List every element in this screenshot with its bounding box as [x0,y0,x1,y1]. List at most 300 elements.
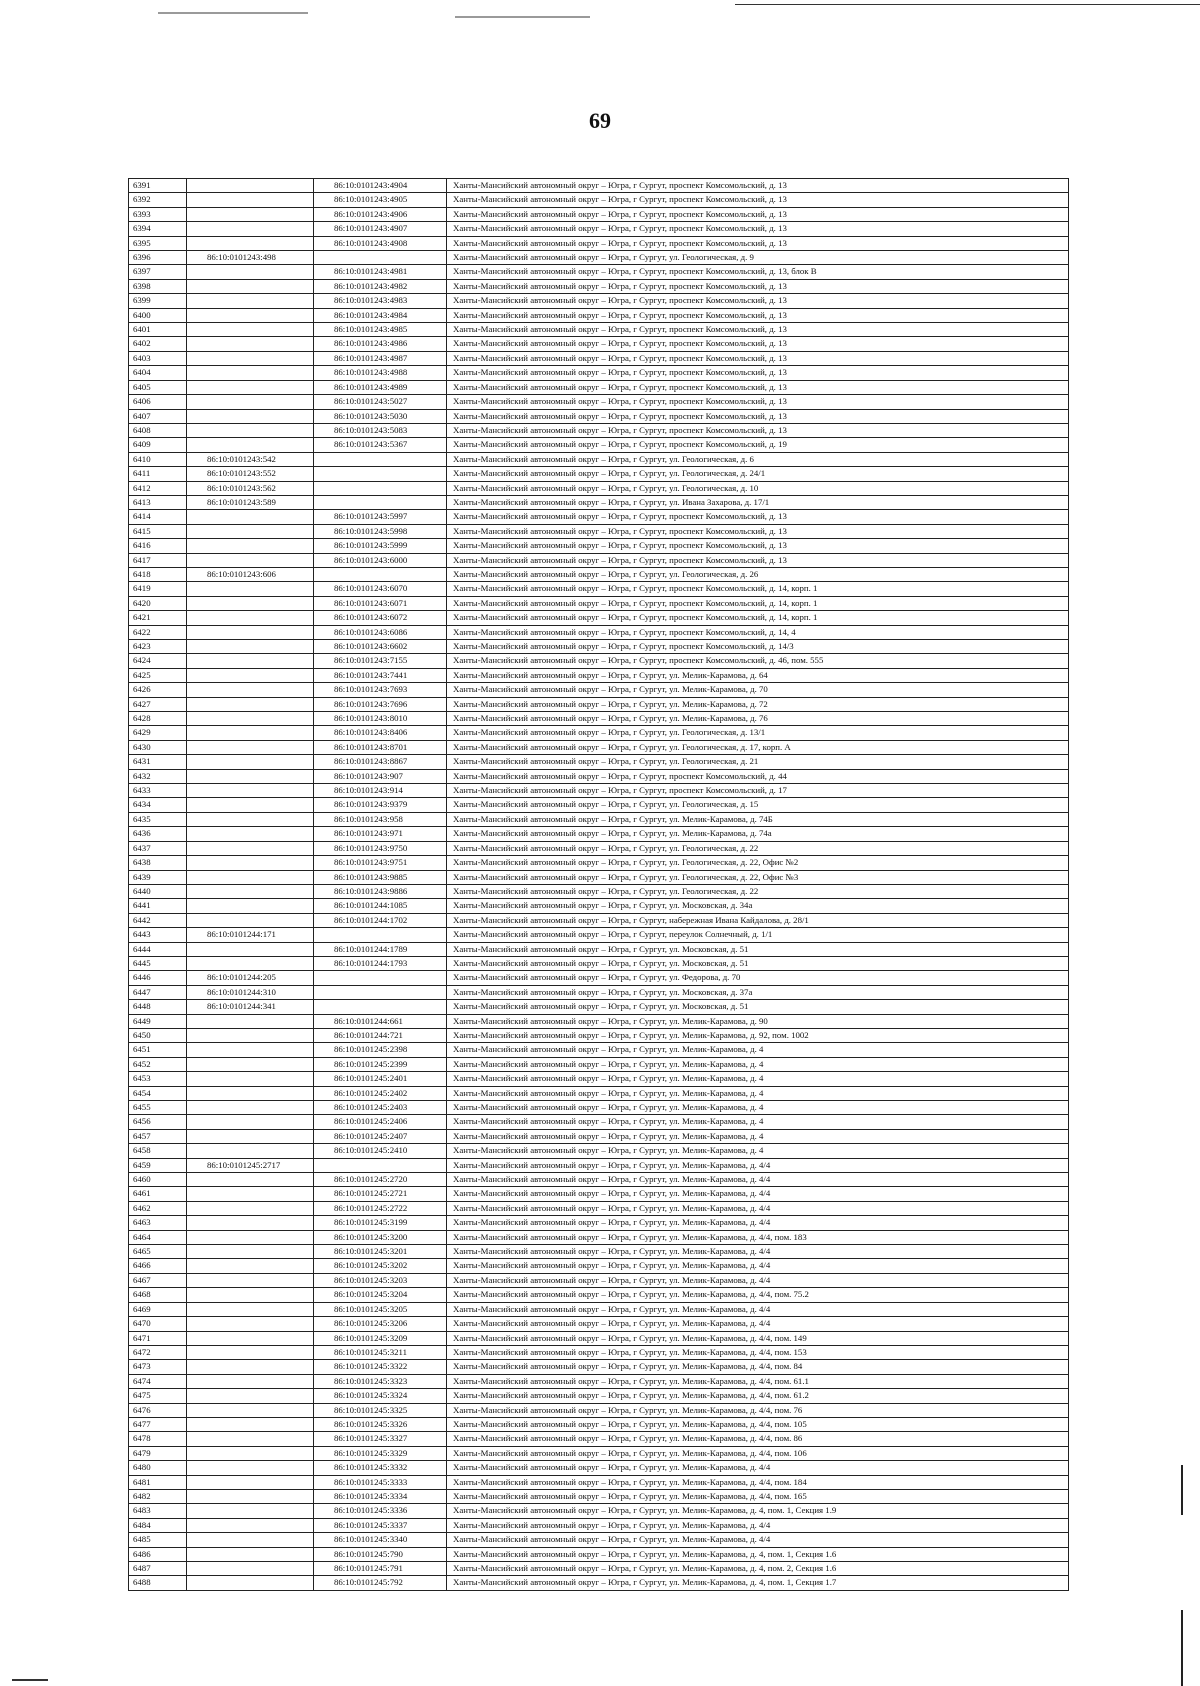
row-number-cell: 6458 [129,1144,187,1158]
cadastral-number-cell: 86:10:0101244:1702 [314,913,447,927]
cadastral-number-cell [314,1000,447,1014]
address-cell: Ханты-Мансийский автономный округ – Югра, г Сургут, проспект Комсомольский, д. 13 [447,510,1069,524]
scan-artifact-top-middle [455,16,590,18]
cadastral-number-cell [187,193,314,207]
row-number-cell: 6444 [129,942,187,956]
row-number-cell: 6436 [129,827,187,841]
cadastral-number-cell: 86:10:0101245:3323 [314,1374,447,1388]
row-number-cell: 6396 [129,251,187,265]
cadastral-number-cell: 86:10:0101243:9751 [314,856,447,870]
address-cell: Ханты-Мансийский автономный округ – Югра, г Сургут, проспект Комсомольский, д. 13 [447,207,1069,221]
table-row [129,899,1069,913]
row-number-cell: 6435 [129,812,187,826]
table-row [129,308,1069,322]
address-cell: Ханты-Мансийский автономный округ – Югра, г Сургут, ул. Мелик-Карамова, д. 4 [447,1129,1069,1143]
row-number-cell: 6463 [129,1216,187,1230]
table-row [129,1461,1069,1475]
cadastral-number-cell [314,467,447,481]
table-row [129,524,1069,538]
cadastral-number-cell [187,596,314,610]
cadastral-number-cell: 86:10:0101243:4983 [314,294,447,308]
cadastral-number-cell: 86:10:0101243:9886 [314,884,447,898]
address-cell: Ханты-Мансийский автономный округ – Югра, г Сургут, ул. Мелик-Карамова, д. 4/4 [447,1216,1069,1230]
row-number-cell: 6452 [129,1057,187,1071]
cadastral-number-cell [187,553,314,567]
table-row [129,294,1069,308]
address-cell: Ханты-Мансийский автономный округ – Югра, г Сургут, ул. Московская, д. 51 [447,956,1069,970]
address-cell: Ханты-Мансийский автономный округ – Югра, г Сургут, ул. Московская, д. 34а [447,899,1069,913]
cadastral-number-cell: 86:10:0101243:7696 [314,697,447,711]
scan-artifact-bottom-left [12,1679,48,1681]
cadastral-number-cell [187,1576,314,1590]
cadastral-number-cell: 86:10:0101243:7693 [314,683,447,697]
row-number-cell: 6401 [129,323,187,337]
cadastral-number-cell: 86:10:0101243:914 [314,784,447,798]
cadastral-number-cell [187,625,314,639]
cadastral-number-cell: 86:10:0101243:907 [314,769,447,783]
row-number-cell: 6417 [129,553,187,567]
cadastral-number-cell: 86:10:0101243:8010 [314,712,447,726]
cadastral-number-cell: 86:10:0101245:790 [314,1547,447,1561]
address-cell: Ханты-Мансийский автономный округ – Югра, г Сургут, ул. Геологическая, д. 13/1 [447,726,1069,740]
cadastral-number-cell [314,985,447,999]
cadastral-number-cell [187,856,314,870]
cadastral-number-cell [187,1345,314,1359]
register-table-body [129,179,1069,1591]
cadastral-number-cell: 86:10:0101245:3206 [314,1317,447,1331]
address-cell: Ханты-Мансийский автономный округ – Югра, г Сургут, ул. Мелик-Карамова, д. 4/4 [447,1302,1069,1316]
table-row [129,366,1069,380]
address-cell: Ханты-Мансийский автономный округ – Югра, г Сургут, ул. Мелик-Карамова, д. 76 [447,712,1069,726]
address-cell: Ханты-Мансийский автономный округ – Югра, г Сургут, ул. Мелик-Карамова, д. 4/4 [447,1173,1069,1187]
address-cell: Ханты-Мансийский автономный округ – Югра, г Сургут, проспект Комсомольский, д. 13 [447,279,1069,293]
table-row [129,928,1069,942]
cadastral-number-cell: 86:10:0101245:2717 [187,1158,314,1172]
address-cell: Ханты-Мансийский автономный округ – Югра, г Сургут, проспект Комсомольский, д. 13 [447,294,1069,308]
cadastral-number-cell: 86:10:0101243:5997 [314,510,447,524]
table-row [129,798,1069,812]
cadastral-number-cell: 86:10:0101243:4988 [314,366,447,380]
row-number-cell: 6419 [129,582,187,596]
cadastral-number-cell: 86:10:0101243:5998 [314,524,447,538]
cadastral-number-cell: 86:10:0101244:341 [187,1000,314,1014]
cadastral-number-cell: 86:10:0101245:2721 [314,1187,447,1201]
table-row [129,1129,1069,1143]
row-number-cell: 6454 [129,1086,187,1100]
cadastral-number-cell: 86:10:0101243:4904 [314,179,447,193]
row-number-cell: 6472 [129,1345,187,1359]
cadastral-number-cell [187,236,314,250]
address-cell: Ханты-Мансийский автономный округ – Югра, г Сургут, ул. Геологическая, д. 26 [447,567,1069,581]
table-row [129,1028,1069,1042]
table-row [129,1562,1069,1576]
address-cell: Ханты-Мансийский автономный округ – Югра, г Сургут, проспект Комсомольский, д. 13 [447,323,1069,337]
table-row [129,1417,1069,1431]
cadastral-number-cell [187,640,314,654]
cadastral-number-cell [187,870,314,884]
cadastral-number-cell [187,1288,314,1302]
cadastral-number-cell [187,1331,314,1345]
cadastral-number-cell: 86:10:0101245:3337 [314,1518,447,1532]
cadastral-number-cell [187,1230,314,1244]
address-cell: Ханты-Мансийский автономный округ – Югра, г Сургут, ул. Геологическая, д. 9 [447,251,1069,265]
row-number-cell: 6475 [129,1389,187,1403]
table-row [129,539,1069,553]
cadastral-number-cell: 86:10:0101243:8701 [314,740,447,754]
table-row [129,337,1069,351]
address-cell: Ханты-Мансийский автономный округ – Югра, г Сургут, ул. Мелик-Карамова, д. 4/4, пом. 149 [447,1331,1069,1345]
row-number-cell: 6404 [129,366,187,380]
table-row [129,827,1069,841]
cadastral-number-cell [187,409,314,423]
table-row [129,1547,1069,1561]
table-row [129,380,1069,394]
cadastral-number-cell [187,1187,314,1201]
row-number-cell: 6428 [129,712,187,726]
row-number-cell: 6403 [129,351,187,365]
row-number-cell: 6395 [129,236,187,250]
table-row [129,1014,1069,1028]
cadastral-number-cell: 86:10:0101243:9379 [314,798,447,812]
row-number-cell: 6481 [129,1475,187,1489]
row-number-cell: 6470 [129,1317,187,1331]
scan-artifact-right-edge-1 [1181,1465,1183,1515]
cadastral-number-cell: 86:10:0101243:562 [187,481,314,495]
address-cell: Ханты-Мансийский автономный округ – Югра, г Сургут, проспект Комсомольский, д. 13 [447,236,1069,250]
row-number-cell: 6422 [129,625,187,639]
cadastral-number-cell [187,1518,314,1532]
row-number-cell: 6461 [129,1187,187,1201]
cadastral-number-cell [187,351,314,365]
cadastral-number-cell [187,841,314,855]
cadastral-number-cell: 86:10:0101244:205 [187,971,314,985]
address-cell: Ханты-Мансийский автономный округ – Югра, г Сургут, ул. Мелик-Карамова, д. 4/4, пом. 61.1 [447,1374,1069,1388]
address-cell: Ханты-Мансийский автономный округ – Югра, г Сургут, ул. Мелик-Карамова, д. 4/4, пом. 75.2 [447,1288,1069,1302]
address-cell: Ханты-Мансийский автономный округ – Югра, г Сургут, ул. Геологическая, д. 22 [447,841,1069,855]
address-cell: Ханты-Мансийский автономный округ – Югра, г Сургут, ул. Мелик-Карамова, д. 4/4 [447,1201,1069,1215]
cadastral-number-cell [187,1057,314,1071]
cadastral-number-cell [187,1273,314,1287]
row-number-cell: 6448 [129,1000,187,1014]
row-number-cell: 6414 [129,510,187,524]
table-row [129,207,1069,221]
cadastral-number-cell [187,1533,314,1547]
cadastral-number-cell [187,1360,314,1374]
row-number-cell: 6425 [129,668,187,682]
cadastral-number-cell: 86:10:0101243:5027 [314,395,447,409]
row-number-cell: 6398 [129,279,187,293]
cadastral-number-cell [187,366,314,380]
row-number-cell: 6479 [129,1446,187,1460]
cadastral-number-cell: 86:10:0101245:3209 [314,1331,447,1345]
table-row [129,1101,1069,1115]
cadastral-number-cell [187,1489,314,1503]
cadastral-number-cell: 86:10:0101243:6602 [314,640,447,654]
table-row [129,1533,1069,1547]
cadastral-number-cell [187,913,314,927]
table-row [129,423,1069,437]
table-row [129,409,1069,423]
cadastral-number-cell [187,654,314,668]
cadastral-number-cell: 86:10:0101244:1085 [314,899,447,913]
cadastral-number-cell: 86:10:0101243:4987 [314,351,447,365]
address-cell: Ханты-Мансийский автономный округ – Югра, г Сургут, ул. Мелик-Карамова, д. 4/4, пом. 84 [447,1360,1069,1374]
cadastral-number-cell: 86:10:0101245:3333 [314,1475,447,1489]
address-cell: Ханты-Мансийский автономный округ – Югра, г Сургут, ул. Геологическая, д. 10 [447,481,1069,495]
row-number-cell: 6439 [129,870,187,884]
address-cell: Ханты-Мансийский автономный округ – Югра, г Сургут, проспект Комсомольский, д. 13 [447,179,1069,193]
row-number-cell: 6442 [129,913,187,927]
table-row [129,510,1069,524]
row-number-cell: 6420 [129,596,187,610]
address-cell: Ханты-Мансийский автономный округ – Югра, г Сургут, ул. Мелик-Карамова, д. 4 [447,1072,1069,1086]
cadastral-number-cell: 86:10:0101243:6070 [314,582,447,596]
address-cell: Ханты-Мансийский автономный округ – Югра, г Сургут, ул. Мелик-Карамова, д. 4/4 [447,1245,1069,1259]
cadastral-number-cell [314,251,447,265]
cadastral-number-cell [187,1043,314,1057]
cadastral-number-cell [187,222,314,236]
address-cell: Ханты-Мансийский автономный округ – Югра, г Сургут, ул. Мелик-Карамова, д. 92, пом. 1002 [447,1028,1069,1042]
cadastral-number-cell [187,697,314,711]
cadastral-number-cell [187,1101,314,1115]
table-row [129,654,1069,668]
table-row [129,625,1069,639]
cadastral-number-cell: 86:10:0101243:4984 [314,308,447,322]
cadastral-number-cell [187,1389,314,1403]
cadastral-number-cell: 86:10:0101243:5030 [314,409,447,423]
row-number-cell: 6421 [129,611,187,625]
cadastral-number-cell [187,899,314,913]
table-row [129,668,1069,682]
table-row [129,683,1069,697]
cadastral-number-cell: 86:10:0101243:4907 [314,222,447,236]
row-number-cell: 6437 [129,841,187,855]
table-row [129,1057,1069,1071]
table-row [129,567,1069,581]
cadastral-number-cell [187,582,314,596]
row-number-cell: 6469 [129,1302,187,1316]
table-row [129,1086,1069,1100]
table-row [129,784,1069,798]
cadastral-number-cell [187,1201,314,1215]
address-cell: Ханты-Мансийский автономный округ – Югра, г Сургут, проспект Комсомольский, д. 13 [447,193,1069,207]
address-cell: Ханты-Мансийский автономный округ – Югра, г Сургут, ул. Геологическая, д. 24/1 [447,467,1069,481]
address-cell: Ханты-Мансийский автономный округ – Югра, г Сургут, ул. Мелик-Карамова, д. 70 [447,683,1069,697]
table-row [129,1158,1069,1172]
row-number-cell: 6445 [129,956,187,970]
row-number-cell: 6430 [129,740,187,754]
address-cell: Ханты-Мансийский автономный округ – Югра, г Сургут, ул. Мелик-Карамова, д. 72 [447,697,1069,711]
cadastral-number-cell: 86:10:0101243:4985 [314,323,447,337]
address-cell: Ханты-Мансийский автономный округ – Югра, г Сургут, переулок Солнечный, д. 1/1 [447,928,1069,942]
cadastral-number-cell: 86:10:0101243:498 [187,251,314,265]
address-cell: Ханты-Мансийский автономный округ – Югра, г Сургут, проспект Комсомольский, д. 13 [447,308,1069,322]
address-cell: Ханты-Мансийский автономный округ – Югра, г Сургут, ул. Мелик-Карамова, д. 4 [447,1057,1069,1071]
cadastral-number-cell [187,337,314,351]
row-number-cell: 6409 [129,438,187,452]
address-cell: Ханты-Мансийский автономный округ – Югра, г Сургут, ул. Мелик-Карамова, д. 4 [447,1101,1069,1115]
table-row [129,1259,1069,1273]
table-row [129,1518,1069,1532]
row-number-cell: 6440 [129,884,187,898]
cadastral-number-cell: 86:10:0101243:5083 [314,423,447,437]
table-row [129,553,1069,567]
cadastral-number-cell: 86:10:0101244:171 [187,928,314,942]
address-cell: Ханты-Мансийский автономный округ – Югра, г Сургут, проспект Комсомольский, д. 44 [447,769,1069,783]
address-cell: Ханты-Мансийский автономный округ – Югра, г Сургут, ул. Мелик-Карамова, д. 4, пом. 1, Секция 1.9 [447,1504,1069,1518]
cadastral-number-cell [314,481,447,495]
address-cell: Ханты-Мансийский автономный округ – Югра, г Сургут, ул. Мелик-Карамова, д. 74а [447,827,1069,841]
row-number-cell: 6488 [129,1576,187,1590]
table-row [129,1115,1069,1129]
row-number-cell: 6460 [129,1173,187,1187]
cadastral-number-cell: 86:10:0101243:606 [187,567,314,581]
cadastral-number-cell [187,726,314,740]
row-number-cell: 6462 [129,1201,187,1215]
row-number-cell: 6449 [129,1014,187,1028]
table-row [129,956,1069,970]
row-number-cell: 6480 [129,1461,187,1475]
cadastral-number-cell: 86:10:0101243:9885 [314,870,447,884]
table-row [129,1288,1069,1302]
cadastral-number-cell: 86:10:0101245:2407 [314,1129,447,1143]
cadastral-number-cell: 86:10:0101245:3202 [314,1259,447,1273]
cadastral-number-cell [187,1317,314,1331]
table-row [129,884,1069,898]
cadastral-number-cell: 86:10:0101243:552 [187,467,314,481]
cadastral-number-cell: 86:10:0101243:9750 [314,841,447,855]
cadastral-number-cell [187,884,314,898]
cadastral-number-cell: 86:10:0101245:3201 [314,1245,447,1259]
cadastral-number-cell: 86:10:0101243:4981 [314,265,447,279]
address-cell: Ханты-Мансийский автономный округ – Югра, г Сургут, проспект Комсомольский, д. 14, корп. 1 [447,596,1069,610]
address-cell: Ханты-Мансийский автономный округ – Югра, г Сургут, ул. Мелик-Карамова, д. 4/4, пом. 61.2 [447,1389,1069,1403]
cadastral-number-cell [187,1245,314,1259]
row-number-cell: 6459 [129,1158,187,1172]
table-row [129,913,1069,927]
address-cell: Ханты-Мансийский автономный округ – Югра, г Сургут, ул. Московская, д. 51 [447,1000,1069,1014]
address-cell: Ханты-Мансийский автономный округ – Югра, г Сургут, ул. Мелик-Карамова, д. 4 [447,1115,1069,1129]
cadastral-number-cell: 86:10:0101245:2398 [314,1043,447,1057]
row-number-cell: 6465 [129,1245,187,1259]
address-cell: Ханты-Мансийский автономный округ – Югра, г Сургут, проспект Комсомольский, д. 13 [447,366,1069,380]
scan-artifact-right-edge-2 [1181,1610,1183,1686]
cadastral-number-cell: 86:10:0101245:791 [314,1562,447,1576]
cadastral-number-cell: 86:10:0101245:3211 [314,1345,447,1359]
table-row [129,1216,1069,1230]
row-number-cell: 6416 [129,539,187,553]
address-cell: Ханты-Мансийский автономный округ – Югра, г Сургут, ул. Мелик-Карамова, д. 4/4, пом. 106 [447,1446,1069,1460]
table-row [129,1475,1069,1489]
cadastral-number-cell: 86:10:0101243:589 [187,495,314,509]
row-number-cell: 6429 [129,726,187,740]
address-cell: Ханты-Мансийский автономный округ – Югра, г Сургут, ул. Геологическая, д. 22 [447,884,1069,898]
row-number-cell: 6478 [129,1432,187,1446]
cadastral-number-cell [187,539,314,553]
address-cell: Ханты-Мансийский автономный округ – Югра, г Сургут, ул. Геологическая, д. 22, Офис №3 [447,870,1069,884]
scan-artifact-top-left [158,12,308,14]
address-cell: Ханты-Мансийский автономный округ – Югра, г Сургут, проспект Комсомольский, д. 13 [447,409,1069,423]
row-number-cell: 6402 [129,337,187,351]
table-row [129,236,1069,250]
row-number-cell: 6418 [129,567,187,581]
table-row [129,1173,1069,1187]
cadastral-number-cell: 86:10:0101244:310 [187,985,314,999]
row-number-cell: 6450 [129,1028,187,1042]
table-row [129,179,1069,193]
address-cell: Ханты-Мансийский автономный округ – Югра, г Сургут, проспект Комсомольский, д. 46, пом. 555 [447,654,1069,668]
row-number-cell: 6487 [129,1562,187,1576]
table-row [129,1201,1069,1215]
row-number-cell: 6467 [129,1273,187,1287]
row-number-cell: 6424 [129,654,187,668]
cadastral-number-cell [187,380,314,394]
table-row [129,452,1069,466]
cadastral-number-cell [187,1446,314,1460]
cadastral-number-cell [187,423,314,437]
cadastral-number-cell [187,1173,314,1187]
cadastral-number-cell: 86:10:0101244:1793 [314,956,447,970]
cadastral-number-cell: 86:10:0101243:6071 [314,596,447,610]
row-number-cell: 6484 [129,1518,187,1532]
cadastral-number-cell [187,611,314,625]
row-number-cell: 6399 [129,294,187,308]
cadastral-number-cell: 86:10:0101245:3322 [314,1360,447,1374]
address-cell: Ханты-Мансийский автономный округ – Югра, г Сургут, ул. Мелик-Карамова, д. 4/4 [447,1259,1069,1273]
cadastral-number-cell [187,740,314,754]
cadastral-number-cell: 86:10:0101245:3327 [314,1432,447,1446]
cadastral-number-cell [187,1302,314,1316]
address-cell: Ханты-Мансийский автономный округ – Югра, г Сургут, ул. Ивана Захарова, д. 17/1 [447,495,1069,509]
cadastral-number-cell: 86:10:0101244:1789 [314,942,447,956]
row-number-cell: 6413 [129,495,187,509]
table-row [129,265,1069,279]
cadastral-number-cell: 86:10:0101243:5367 [314,438,447,452]
address-cell: Ханты-Мансийский автономный округ – Югра, г Сургут, набережная Ивана Кайдалова, д. 28/1 [447,913,1069,927]
address-cell: Ханты-Мансийский автономный округ – Югра, г Сургут, ул. Мелик-Карамова, д. 4/4, пом. 165 [447,1489,1069,1503]
table-row [129,1245,1069,1259]
cadastral-number-cell: 86:10:0101243:8867 [314,755,447,769]
cadastral-number-cell: 86:10:0101243:4906 [314,207,447,221]
address-cell: Ханты-Мансийский автономный округ – Югра, г Сургут, ул. Мелик-Карамова, д. 4/4 [447,1461,1069,1475]
table-row [129,1187,1069,1201]
address-cell: Ханты-Мансийский автономный округ – Югра, г Сургут, ул. Мелик-Карамова, д. 74Б [447,812,1069,826]
cadastral-number-cell [187,510,314,524]
table-row [129,971,1069,985]
cadastral-number-cell [187,1129,314,1143]
table-row [129,1360,1069,1374]
address-cell: Ханты-Мансийский автономный округ – Югра, г Сургут, проспект Комсомольский, д. 13 [447,524,1069,538]
address-cell: Ханты-Мансийский автономный округ – Югра, г Сургут, ул. Геологическая, д. 22, Офис №2 [447,856,1069,870]
table-row [129,1374,1069,1388]
cadastral-number-cell [187,812,314,826]
address-cell: Ханты-Мансийский автономный округ – Югра, г Сургут, ул. Геологическая, д. 6 [447,452,1069,466]
address-cell: Ханты-Мансийский автономный округ – Югра, г Сургут, ул. Мелик-Карамова, д. 90 [447,1014,1069,1028]
row-number-cell: 6477 [129,1417,187,1431]
cadastral-number-cell [187,1417,314,1431]
row-number-cell: 6476 [129,1403,187,1417]
row-number-cell: 6412 [129,481,187,495]
cadastral-number-cell [187,279,314,293]
address-cell: Ханты-Мансийский автономный округ – Югра, г Сургут, ул. Мелик-Карамова, д. 4/4 [447,1273,1069,1287]
cadastral-number-cell [187,755,314,769]
address-cell: Ханты-Мансийский автономный округ – Югра, г Сургут, проспект Комсомольский, д. 13 [447,222,1069,236]
cadastral-number-cell: 86:10:0101245:2403 [314,1101,447,1115]
cadastral-number-cell: 86:10:0101245:792 [314,1576,447,1590]
address-cell: Ханты-Мансийский автономный округ – Югра, г Сургут, проспект Комсомольский, д. 13 [447,351,1069,365]
cadastral-number-cell [187,1475,314,1489]
table-row [129,712,1069,726]
